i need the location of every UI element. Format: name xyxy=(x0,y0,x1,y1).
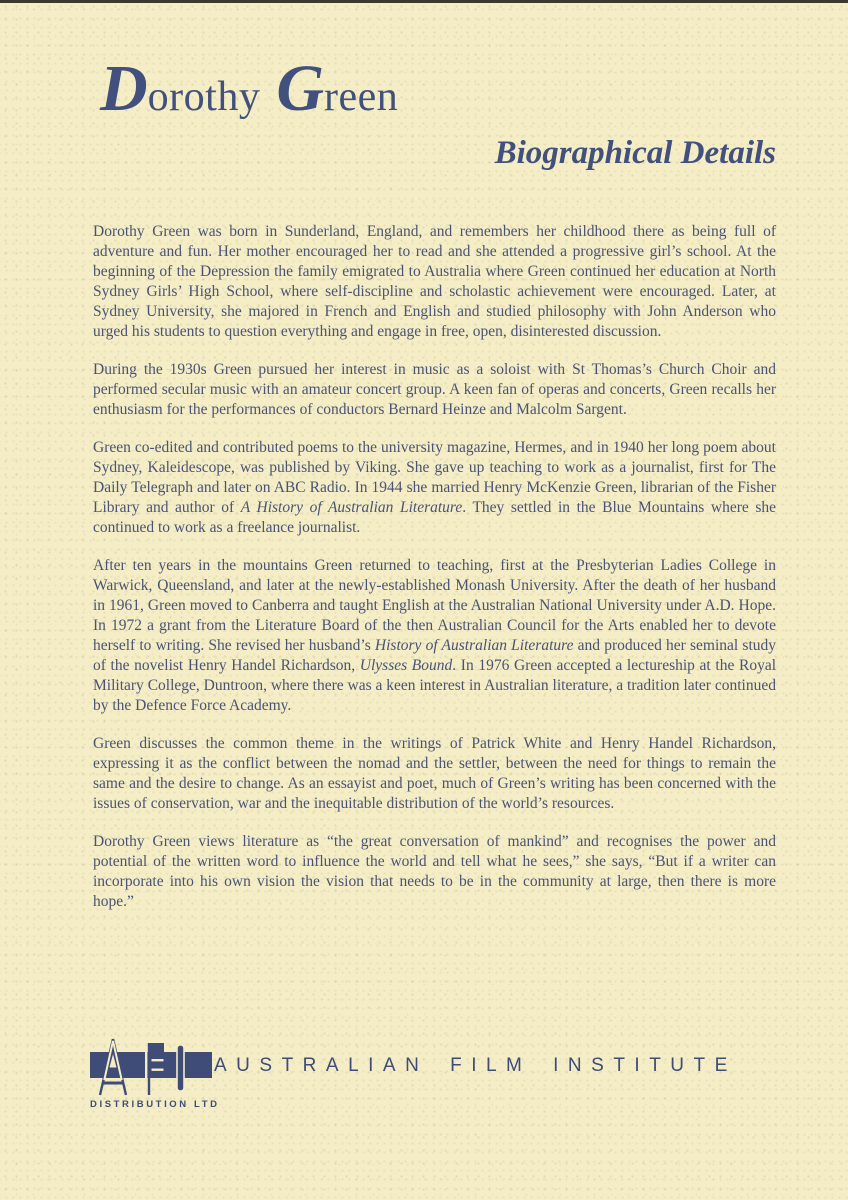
title-initial-d: D xyxy=(100,52,148,125)
institute-name: AUSTRALIAN FILM INSTITUTE xyxy=(214,1055,737,1076)
title-rest-orothy: orothy xyxy=(147,74,261,120)
text-segment: Ulysses Bound xyxy=(359,657,453,674)
paragraph xyxy=(93,222,776,342)
title-initial-g: G xyxy=(276,52,324,125)
text-segment: . They settled in the Blue Mountains where she continued to work as a freelance journalist. xyxy=(93,499,776,536)
biography-text xyxy=(93,222,776,930)
title-rest-reen: reen xyxy=(324,74,399,120)
text-segment: Green co-edited and contributed poems to the university magazine, Hermes, and in 1940 her long poem about Sydney, Kaleidescope, was published by Viking. She gave up teaching to work as a journalist, first for The Daily Telegraph and later on ABC Radio. In 1944 she married Henry McKenzie Green, librarian of the Fisher Library and author of xyxy=(93,439,776,516)
text-segment: Green discusses the common theme in the writings of Patrick White and Henry Handel Richardson, expressing it as the conflict between the nomad and the settler, between the need for things to remain the same and the desire to change. As an essayist and poet, much of Green’s writing has been concerned with the issues of conservation, war and the inequitable distribution of the world’s resources. xyxy=(93,735,776,812)
paragraph xyxy=(93,556,776,716)
text-segment: . In 1976 Green accepted a lectureship at the Royal Military College, Duntroon, where there was a keen interest in Australian literature, a tradition later continued by the Defence Force Academy. xyxy=(93,657,777,714)
text-segment: A History of Australian Literature xyxy=(240,499,463,516)
text-segment: After ten years in the mountains Green returned to teaching, first at the Presbyterian Ladies College in Warwick, Queensland, and later at the newly-established Monash University. After the death of her husband in 1961, Green moved to Canberra and taught English at the Australian National University under A.D. Hope. In 1972 a grant from the Literature Board of the then Australian Council for the Arts enabled her to devote herself to writing. She revised her husband’s xyxy=(93,557,776,654)
paragraph xyxy=(93,734,776,814)
paragraph xyxy=(93,360,776,420)
paragraph xyxy=(93,832,776,912)
page-subtitle: Biographical Details xyxy=(494,135,776,171)
text-segment: History of Australian Literature xyxy=(374,637,574,654)
page-title xyxy=(100,52,399,125)
text-segment: Dorothy Green was born in Sunderland, England, and remembers her childhood there as being full of adventure and fun. Her mother encouraged her to read and she attended a progressive girl’s school. At the beginning of the Depression the family emigrated to Australia where Green continued her education at North Sydney Girls’ High School, where self-discipline and scholastic achievement were encouraged. Later, at Sydney University, she majored in French and English and studied philosophy with John Anderson who urged his students to question everything and engage in free, open, disinterested discussion. xyxy=(93,223,776,340)
scan-edge xyxy=(0,0,848,3)
paragraph xyxy=(93,438,776,538)
text-segment: Dorothy Green views literature as “the great conversation of mankind” and recognises the power and potential of the written word to influence the world and tell what he sees,” she says, “But if a writer can incorporate into his own vision the vision that needs to be in the community at large, then there is more hope.” xyxy=(93,833,776,910)
text-segment: During the 1930s Green pursued her interest in music as a soloist with St Thomas’s Church Choir and performed secular music with an amateur concert group. A keen fan of operas and concerts, Green recalls her enthusiasm for the performances of conductors Bernard Heinze and Malcolm Sargent. xyxy=(93,361,776,418)
logo-caption: DISTRIBUTION LTD xyxy=(90,1099,220,1110)
text-segment: and produced her seminal study of the novelist Henry Handel Richardson, xyxy=(93,637,776,674)
afi-logo-icon xyxy=(90,1038,212,1096)
